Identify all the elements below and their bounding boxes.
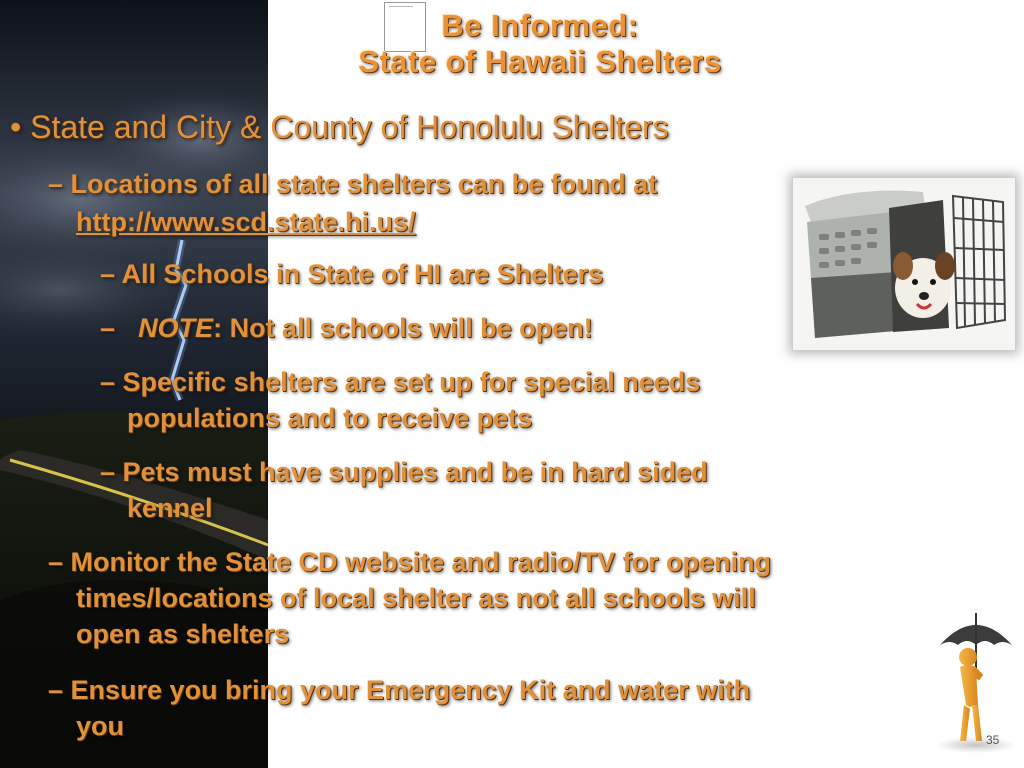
- note-text: : Not all schools will be open!: [213, 313, 593, 343]
- bullet-pets-supplies-line2: kennel: [127, 493, 213, 523]
- dog-kennel-photo: [793, 178, 1015, 350]
- bullet-schools-shelters: – All Schools in State of HI are Shelters: [100, 259, 604, 289]
- bullet-pets-supplies-line1: – Pets must have supplies and be in hard sided: [100, 457, 708, 487]
- bullet-monitor-line3: open as shelters: [76, 619, 290, 649]
- bullet-emergency-kit-line2: you: [76, 711, 125, 741]
- scd-website-link[interactable]: http://www.scd.state.hi.us/: [76, 207, 416, 237]
- slide-title: [250, 8, 830, 80]
- bullet-special-needs-line2: populations and to receive pets: [127, 403, 533, 433]
- bullet-honolulu-shelters: • State and City & County of Honolulu Shelters: [10, 109, 669, 145]
- bullet-note: [100, 310, 593, 346]
- bullet-special-needs-line1: – Specific shelters are set up for special needs: [100, 367, 701, 397]
- slide-number: 35: [986, 733, 1000, 747]
- bullet-locations: – Locations of all state shelters can be found at: [48, 169, 658, 199]
- note-dash: –: [100, 313, 116, 343]
- title-line-2: State of Hawaii Shelters: [358, 44, 722, 79]
- umbrella-figure: [930, 605, 1022, 755]
- title-line-1: Be Informed:: [441, 8, 639, 43]
- bullet-emergency-kit-line1: – Ensure you bring your Emergency Kit and water with: [48, 675, 751, 705]
- bullet-monitor-line2: times/locations of local shelter as not all schools will: [76, 583, 756, 613]
- note-label: NOTE: [138, 313, 214, 343]
- bullet-monitor-line1: – Monitor the State CD website and radio/TV for opening: [48, 547, 772, 577]
